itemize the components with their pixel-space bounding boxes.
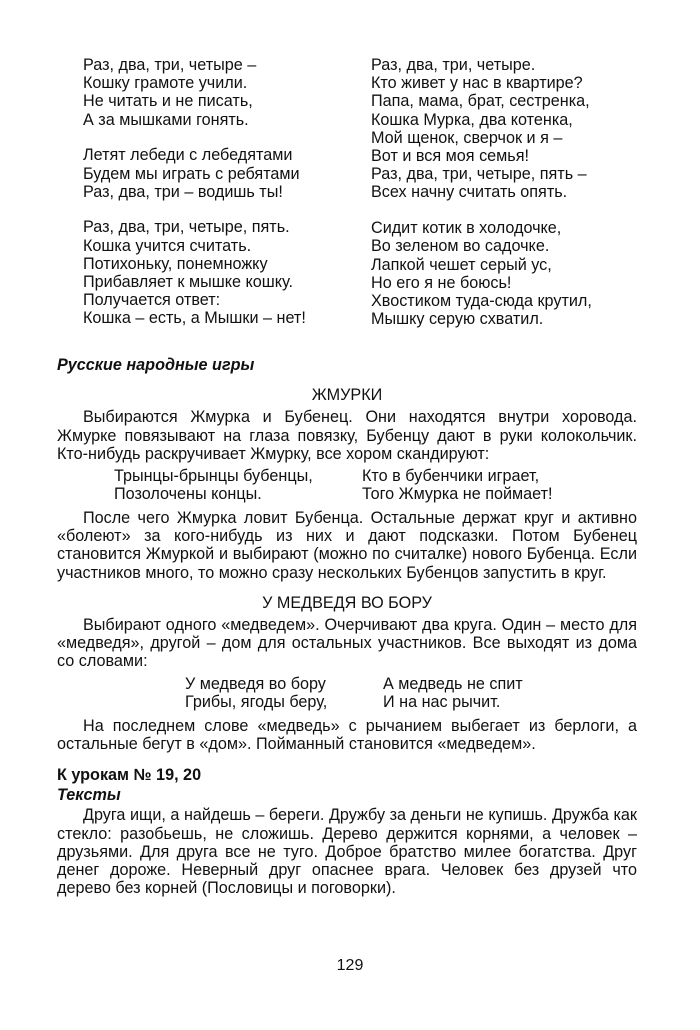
chant-line: Кто в бубенчики играет,	[362, 467, 540, 486]
chant-left-column	[185, 675, 327, 711]
texts-heading: Тексты	[57, 786, 121, 805]
rhyme-stanza	[371, 56, 641, 202]
rhyme-line: Хвостиком туда-сюда крутил,	[371, 291, 592, 310]
game-chant	[57, 467, 637, 505]
rhyme-line: Кто живет у нас в квартире?	[371, 74, 583, 93]
game-title-bear: У МЕДВЕДЯ ВО БОРУ	[262, 593, 432, 612]
counting-rhymes	[57, 56, 637, 340]
game-intro-paragraph: Выбирают одного «медведем». Очерчивают два круга. Один – место для «медведя», другой – дом для остальных участников. Все выходят из дома со словами:	[57, 616, 637, 671]
proverbs-paragraph: Друга ищи, а найдешь – береги. Дружбу за деньги не купишь. Дружба как стекло: разобьешь, не сложишь. Дерево держится корнями, а человек – друзьями. Для друга все не туго. Доброе братство милее богатства. Друг денег дороже. Неверный друг опаснее врага. Человек без друзей что дерево без корней (Пословицы и поговорки).	[57, 806, 637, 898]
rhyme-line: Мышку серую схватил.	[371, 310, 544, 329]
chant-line: Того Жмурка не поймает!	[362, 485, 553, 504]
rhyme-line: Раз, два, три, четыре, пять.	[83, 218, 290, 237]
chant-left-column	[114, 467, 313, 503]
rhymes-right-column	[371, 56, 641, 346]
rhyme-line: Сидит котик в холодочке,	[371, 219, 562, 238]
rhyme-stanza	[371, 219, 641, 328]
game-chant	[57, 675, 637, 713]
rhyme-line: Мой щенок, сверчок и я –	[371, 128, 563, 147]
rhyme-line: Но его я не боюсь!	[371, 273, 512, 292]
rhyme-line: Потихоньку, понемножку	[83, 254, 268, 273]
game-intro-paragraph: Выбираются Жмурка и Бубенец. Они находятся внутри хоровода. Жмурке повязывают на глаза повязку, Бубенцу дают в руки колокольчик. Кто-нибудь раскручивает Жмурку, все хором скандируют:	[57, 408, 637, 463]
game-rules-paragraph: После чего Жмурка ловит Бубенца. Остальные держат круг и активно «болеют» за кого-нибудь из них и дают подсказки. Потом Бубенец становится Жмуркой и выбирают (можно по считалке) нового Бубенца. Если участников много, то можно сразу нескольких Бубенцов запустить в круг.	[57, 509, 637, 582]
rhyme-stanza	[83, 218, 353, 327]
page-number: 129	[336, 957, 364, 974]
rhyme-line: Кошка Мурка, два котенка,	[371, 110, 573, 129]
rhyme-line: Кошку грамоте учили.	[83, 74, 248, 93]
rhyme-line: Не читать и не писать,	[83, 92, 253, 111]
chant-line: Грибы, ягоды беру,	[185, 692, 328, 711]
rhyme-line: Раз, два, три, четыре –	[83, 56, 257, 74]
section-heading: Русские народные игры	[57, 356, 255, 374]
rhyme-line: А за мышками гонять.	[83, 110, 249, 129]
rhyme-line: Всех начну считать опять.	[371, 183, 568, 202]
rhyme-line: Папа, мама, брат, сестренка,	[371, 92, 590, 111]
game-title-zhmurki: ЖМУРКИ	[311, 386, 383, 405]
rhymes-left-column	[83, 56, 353, 345]
chant-line: А медведь не спит	[383, 674, 523, 693]
chant-line: Позолочены концы.	[114, 485, 262, 504]
rhyme-line: Кошка учится считать.	[83, 236, 252, 255]
page-content	[57, 56, 637, 897]
rhyme-stanza	[83, 56, 353, 129]
rhyme-line: Получается ответ:	[83, 291, 221, 310]
chant-right-column	[383, 675, 523, 711]
rhyme-stanza	[83, 146, 353, 201]
rhyme-line: Лапкой чешет серый ус,	[371, 255, 552, 274]
game-rules-paragraph: На последнем слове «медведь» с рычанием выбегает из берлоги, а остальные бегут в «дом». Пойманный становится «медведем».	[57, 716, 637, 753]
rhyme-line: Вот и вся моя семья!	[371, 147, 529, 166]
rhyme-line: Летят лебеди с лебедятами	[83, 146, 293, 165]
rhyme-line: Во зеленом во садочке.	[371, 237, 550, 256]
rhyme-line: Раз, два, три, четыре, пять –	[371, 165, 587, 184]
chant-right-column	[362, 467, 553, 503]
rhyme-line: Будем мы играть с ребятами	[83, 164, 300, 183]
lesson-heading: К урокам № 19, 20	[57, 766, 202, 785]
chant-line: И на нас рычит.	[383, 692, 501, 711]
rhyme-line: Раз, два, три, четыре.	[371, 56, 536, 74]
chant-line: У медведя во бору	[185, 674, 326, 693]
rhyme-line: Прибавляет к мышке кошку.	[83, 273, 293, 292]
chant-line: Трынцы-брынцы бубенцы,	[114, 467, 313, 486]
rhyme-line: Кошка – есть, а Мышки – нет!	[83, 309, 306, 328]
rhyme-line: Раз, два, три – водишь ты!	[83, 182, 283, 201]
